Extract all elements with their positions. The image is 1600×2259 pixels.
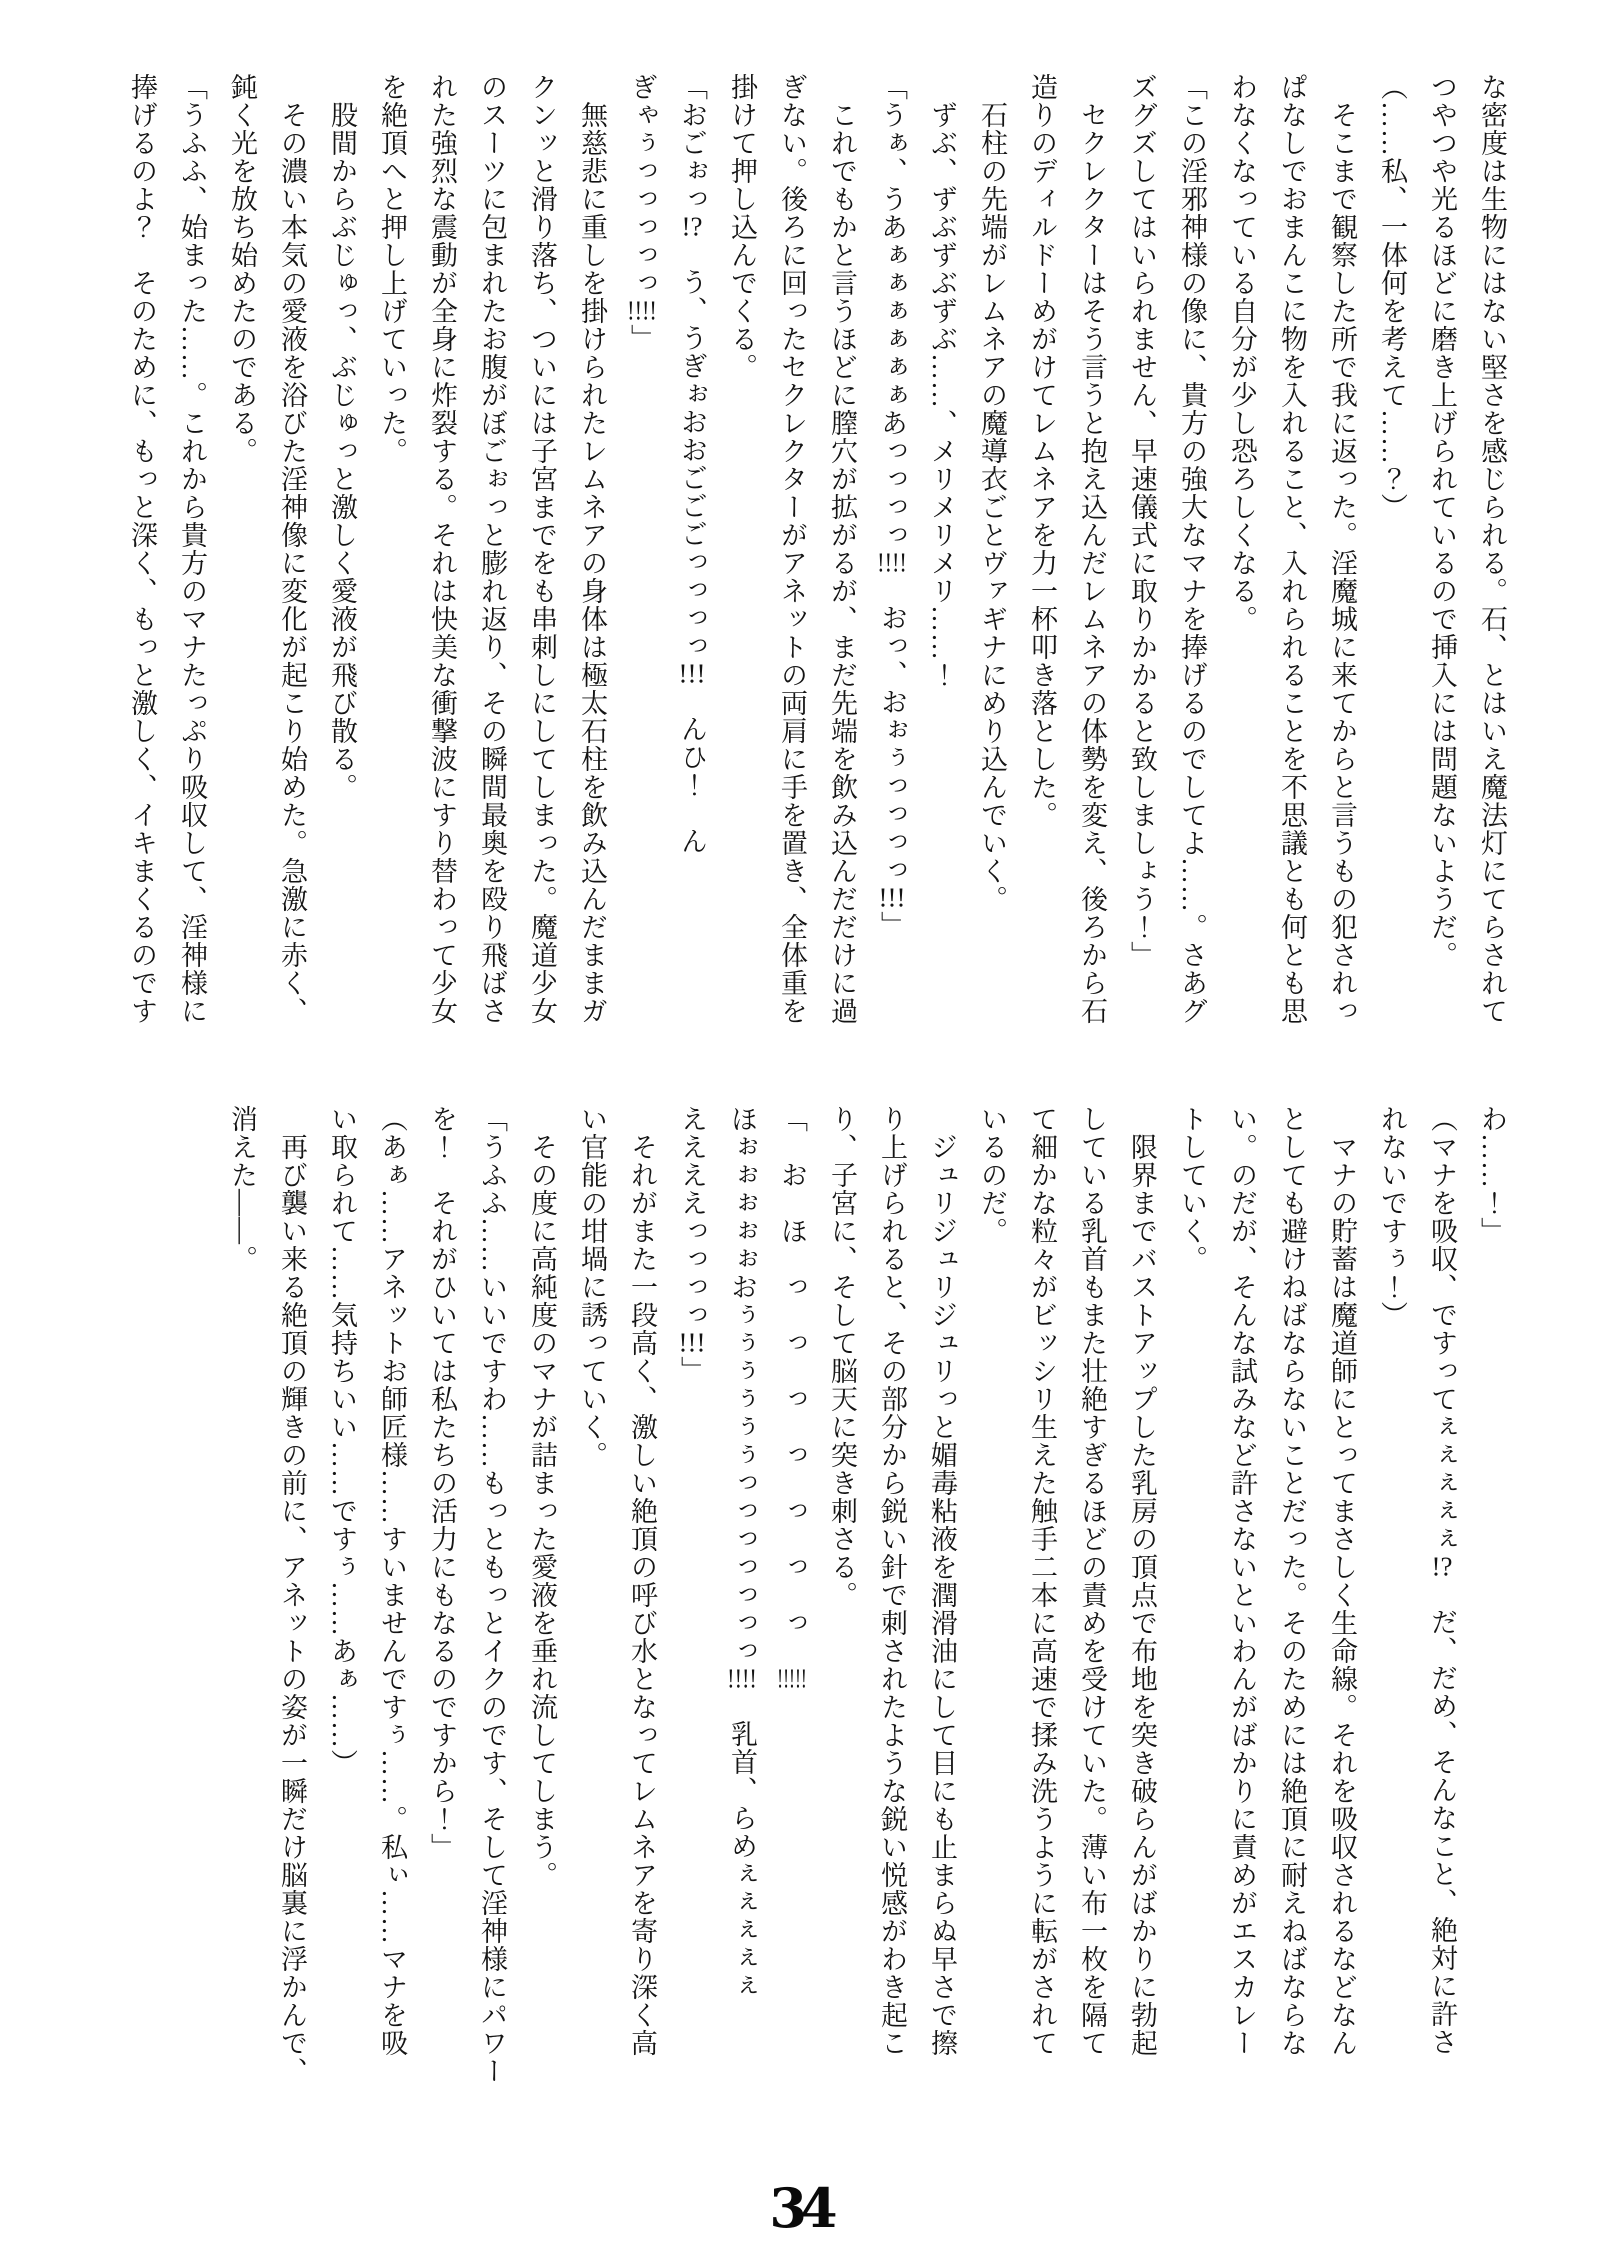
text-column: り上げられると、その部分から鋭い針で刺されたような鋭い悦感がわき起こ	[877, 1105, 907, 2057]
text-column: ええええっっっっ!!!」	[677, 1105, 707, 1384]
text-column: な密度は生物にはない堅さを感じられる。石、とはいえ魔法灯にてらされて	[1477, 73, 1507, 1025]
text-column: を！ それがひいては私たちの活力にもなるのですから！」	[427, 1105, 457, 1861]
text-column: い。のだが、そんな試みなど許さないといわんがばかりに責めがエスカレー	[1227, 1105, 1257, 2057]
text-column: れた強烈な震動が全身に炸裂する。それは快美な衝撃波にすり替わって少女	[427, 73, 457, 1025]
text-column: 限界までバストアップした乳房の頂点で布地を突き破らんがばかりに勃起	[1127, 1105, 1157, 2057]
text-column: そこまで観察した所で我に返った。淫魔城に来てからと言うもの犯されっ	[1327, 73, 1357, 1025]
text-column: 股間からぶじゅっ、ぶじゅっと激しく愛液が飛び散る。	[327, 73, 357, 801]
text-column: 石柱の先端がレムネアの魔導衣ごとヴァギナにめり込んでいく。	[977, 73, 1007, 913]
text-column: のスーツに包まれたお腹がぼごぉっと膨れ返り、その瞬間最奥を殴り飛ばさ	[477, 73, 507, 1025]
text-column: 「 お ほ っ っ っ っ っ っ っ !!!!!	[777, 1105, 807, 1692]
text-column: それがまた一段高く、激しい絶頂の呼び水となってレムネアを寄り深く高	[627, 1105, 657, 2057]
text-column: 造りのディルドーめがけてレムネアを力一杯叩き落とした。	[1027, 73, 1057, 829]
text-column: い取られて……気持ちいい……ですぅ……あぁ……）	[327, 1105, 357, 1777]
text-block-top	[117, 73, 1517, 1063]
text-column: セクレクターはそう言うと抱え込んだレムネアの体勢を変え、後ろから石	[1077, 73, 1107, 1025]
page-number: 34	[769, 2176, 831, 2240]
text-block-bottom	[217, 1105, 1517, 2095]
text-column: 再び襲い来る絶頂の輝きの前に、アネットの姿が一瞬だけ脳裏に浮かんで、	[277, 1105, 307, 2085]
text-column: 掛けて押し込んでくる。	[727, 73, 757, 381]
text-column: している乳首もまた壮絶すぎるほどの責めを受けていた。薄い布一枚を隔て	[1077, 1105, 1107, 2057]
text-column: 消えた――。	[227, 1105, 257, 1273]
text-column: （……私、一体何を考えて……？）	[1377, 73, 1407, 521]
text-column: ぎない。後ろに回ったセクレクターがアネットの両肩に手を置き、全体重を	[777, 73, 807, 1025]
text-column: いるのだ。	[977, 1105, 1007, 1245]
text-column: これでもかと言うほどに膣穴が拡がるが、まだ先端を飲み込んだだけに過	[827, 73, 857, 1025]
text-column: ぎゃぅっっっっっ!!!!」	[627, 73, 657, 352]
text-column: わなくなっている自分が少し恐ろしくなる。	[1227, 73, 1257, 633]
text-column: ジュリジュリジュリっと媚毒粘液を潤滑油にして目にも止まらぬ早さで擦	[927, 1105, 957, 2057]
text-column: つやつや光るほどに磨き上げられているので挿入には問題ないようだ。	[1427, 73, 1457, 969]
text-column: わ……！」	[1477, 1105, 1507, 1245]
text-column: 「うふふ……いいですわ……もっともっとイクのです、そして淫神様にパワー	[477, 1105, 507, 2085]
text-column: 鈍く光を放ち始めたのである。	[227, 73, 257, 465]
text-column: マナの貯蓄は魔道師にとってまさしく生命線。それを吸収されるなどなん	[1327, 1105, 1357, 2057]
text-column: 無慈悲に重しを掛けられたレムネアの身体は極太石柱を飲み込んだままガ	[577, 73, 607, 1025]
text-column: 捧げるのよ？ そのために、もっと深く、もっと激しく、イキまくるのです	[127, 73, 157, 1025]
text-column: ズグズしてはいられません、早速儀式に取りかかると致しましょう！」	[1127, 73, 1157, 969]
text-column: 「うぁ、うあぁぁぁぁぁぁあっっっっ!!!! おっ、おぉぅっっっっ!!!」	[877, 73, 907, 939]
text-column: て細かな粒々がビッシリ生えた触手二本に高速で揉み洗うように転がされて	[1027, 1105, 1057, 2057]
text-column: 「この淫邪神様の像に、貴方の強大なマナを捧げるのでしてよ……。さあグ	[1177, 73, 1207, 1025]
text-column: クンッと滑り落ち、ついには子宮までをも串刺しにしてしまった。魔道少女	[527, 73, 557, 1025]
text-column: 「うふふ、始まった……。これから貴方のマナたっぷり吸収して、淫神様に	[177, 73, 207, 1025]
text-column: 「おごぉっ!? う、うぎぉおおごごごっっっっ!!! んひ！ ん	[677, 73, 707, 855]
text-column: トしていく。	[1177, 1105, 1207, 1273]
text-column: その度に高純度のマナが詰まった愛液を垂れ流してしまう。	[527, 1105, 557, 1889]
text-column: れないですぅ！）	[1377, 1105, 1407, 1329]
text-column: ぱなしでおまんこに物を入れること、入れられることを不思議とも何とも思	[1277, 73, 1307, 1025]
text-column: （あぁ……アネットお師匠様……すいませんですぅ……。私ぃ……マナを吸	[377, 1105, 407, 2057]
text-column: い官能の坩堝に誘っていく。	[577, 1105, 607, 1469]
text-column: り、子宮に、そして脳天に突き刺さる。	[827, 1105, 857, 1609]
text-column: その濃い本気の愛液を浴びた淫神像に変化が起こり始めた。急激に赤く、	[277, 73, 307, 1025]
text-column: （マナを吸収、ですってぇぇぇぇぇ!? だ、だめ、そんなこと、絶対に許さ	[1427, 1105, 1457, 2056]
text-column: ずぶ、ずぶずぶずぶ……、メリメリメリ……！	[927, 73, 957, 689]
text-column: ほぉぉぉぉぉおぅぅぅぅぅぅっっっっっっっ!!!! 乳首、らめぇぇぇぇぇ	[727, 1105, 757, 2000]
text-column: を絶頂へと押し上げていった。	[377, 73, 407, 465]
text-column: としても避けねばならないことだった。そのためには絶頂に耐えねばならな	[1277, 1105, 1307, 2057]
